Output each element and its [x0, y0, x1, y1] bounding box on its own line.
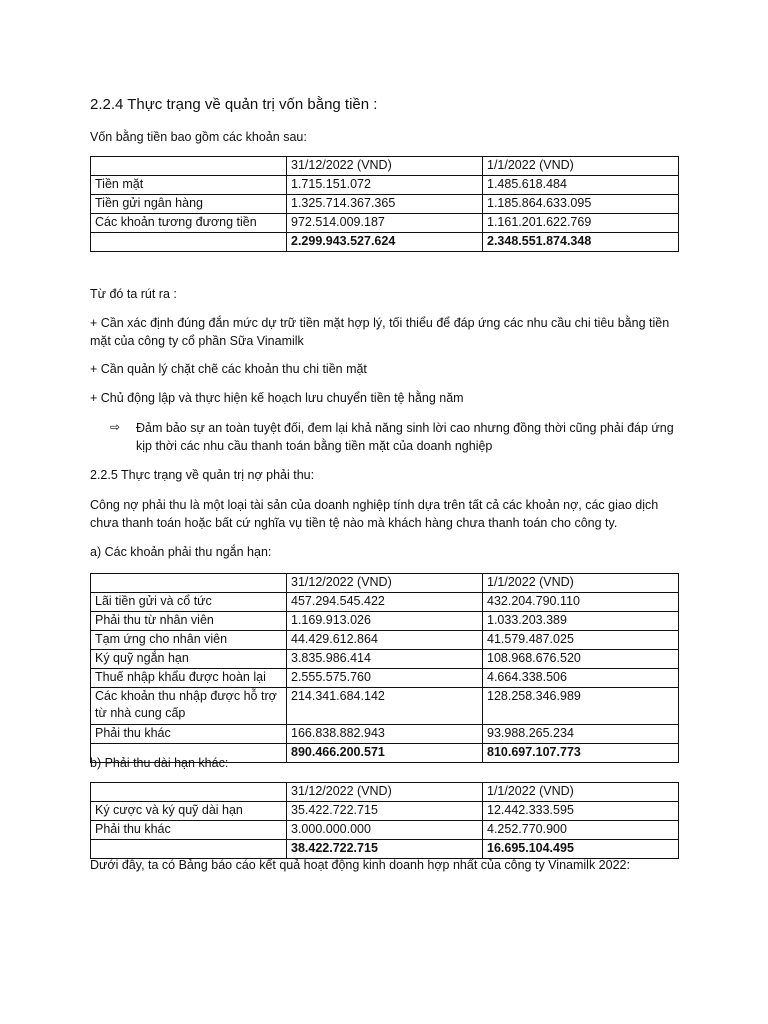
table-row — [91, 802, 679, 821]
table-cell: 1.161.201.622.769 — [483, 214, 679, 233]
table-cell: 1.169.913.026 — [287, 612, 483, 631]
long-term-title: b) Phải thu dài hạn khác: — [90, 756, 229, 770]
table-cell: Phải thu khác — [91, 821, 287, 840]
table-row — [91, 631, 679, 650]
table-cell: 4.252.770.900 — [483, 821, 679, 840]
table-cell: 41.579.487.025 — [483, 631, 679, 650]
receivables-para-line-2: chưa thanh toán hoặc bất cứ nghĩa vụ tiền tệ nào mà khách hàng chưa thanh toán cho công ty. — [90, 516, 618, 530]
table-cell — [91, 783, 287, 802]
table-cell: 1.325.714.367.365 — [287, 195, 483, 214]
table-total-cell: 2.299.943.527.624 — [287, 233, 483, 252]
arrow-right-icon: ⇨ — [110, 420, 121, 434]
short-term-title: a) Các khoản phải thu ngắn hạn: — [90, 545, 272, 559]
table-cell: Phải thu khác — [91, 725, 287, 744]
table-header-cell: 31/12/2022 (VND) — [287, 157, 483, 176]
table-cell — [91, 233, 287, 252]
table-cell: Tiền mặt — [91, 176, 287, 195]
table-header-cell: 31/12/2022 (VND) — [287, 783, 483, 802]
short-term-receivables-table — [90, 573, 679, 763]
table-row — [91, 612, 679, 631]
long-term-receivables-table — [90, 782, 679, 859]
table-row — [91, 725, 679, 744]
table-cell: 35.422.722.715 — [287, 802, 483, 821]
table-total-cell: 890.466.200.571 — [287, 744, 483, 763]
table-cell: 214.341.684.142 — [287, 688, 483, 725]
table-header-cell: 31/12/2022 (VND) — [287, 574, 483, 593]
table-cell: 432.204.790.110 — [483, 593, 679, 612]
table-header-row — [91, 574, 679, 593]
table-cell: 108.968.676.520 — [483, 650, 679, 669]
conclusion-title: Từ đó ta rút ra : — [90, 287, 177, 301]
table-total-row — [91, 233, 679, 252]
table-cell: Các khoản tương đương tiền — [91, 214, 287, 233]
table-cell: Ký quỹ ngắn hạn — [91, 650, 287, 669]
table-cell: 4.664.338.506 — [483, 669, 679, 688]
receivables-para-line-1: Công nợ phải thu là một loại tài sản của doanh nghiệp tính dựa trên tất cả các khoản nợ, các giao dịch — [90, 498, 659, 512]
table-total-cell: 810.697.107.773 — [483, 744, 679, 763]
table-cell: 457.294.545.422 — [287, 593, 483, 612]
table-cell — [91, 574, 287, 593]
table-row — [91, 650, 679, 669]
table-row — [91, 195, 679, 214]
table-cell: Phải thu từ nhân viên — [91, 612, 287, 631]
table-cell: Ký cược và ký quỹ dài hạn — [91, 802, 287, 821]
section-heading-2-2-4: 2.2.4 Thực trạng về quản trị vốn bằng tiền : — [90, 96, 378, 113]
table-cell: 1.485.618.484 — [483, 176, 679, 195]
table-cell: Tạm ứng cho nhân viên — [91, 631, 287, 650]
bullet-1-line-2: mặt của công ty cổ phần Sữa Vinamilk — [90, 334, 304, 348]
table-cell: 166.838.882.943 — [287, 725, 483, 744]
cash-intro-text: Vốn bằng tiền bao gồm các khoản sau: — [90, 130, 307, 144]
table-total-row — [91, 840, 679, 859]
table-total-cell: 2.348.551.874.348 — [483, 233, 679, 252]
table-cell: Tiền gửi ngân hàng — [91, 195, 287, 214]
table-cell: 44.429.612.864 — [287, 631, 483, 650]
table-header-row — [91, 783, 679, 802]
table-cell: 1.715.151.072 — [287, 176, 483, 195]
table-row — [91, 669, 679, 688]
arrow-point-line-2: kịp thời các nhu cầu thanh toán bằng tiền mặt của doanh nghiệp — [136, 439, 493, 453]
table-cell — [91, 157, 287, 176]
table-cell: 3.835.986.414 — [287, 650, 483, 669]
table-cell: Thuế nhập khẩu được hoàn lại — [91, 669, 287, 688]
table-header-cell: 1/1/2022 (VND) — [483, 574, 679, 593]
table-row — [91, 593, 679, 612]
table-total-cell: 38.422.722.715 — [287, 840, 483, 859]
table-row — [91, 176, 679, 195]
section-heading-2-2-5: 2.2.5 Thực trạng về quản trị nợ phải thu: — [90, 468, 315, 482]
table-cell: 93.988.265.234 — [483, 725, 679, 744]
cash-table — [90, 156, 679, 252]
table-row — [91, 214, 679, 233]
bullet-2: + Cần quản lý chặt chẽ các khoản thu chi tiền mặt — [90, 362, 367, 376]
table-cell: 128.258.346.989 — [483, 688, 679, 725]
bullet-3: + Chủ động lập và thực hiện kế hoạch lưu chuyển tiền tệ hằng năm — [90, 391, 464, 405]
table-cell: Lãi tiền gửi và cổ tức — [91, 593, 287, 612]
table-cell: 1.033.203.389 — [483, 612, 679, 631]
table-cell — [91, 840, 287, 859]
table-row — [91, 688, 679, 725]
table-header-row — [91, 157, 679, 176]
bullet-1-line-1: + Cần xác định đúng đắn mức dự trữ tiền mặt hợp lý, tối thiểu để đáp ứng các nhu cầu chi tiêu bằng tiền — [90, 316, 670, 330]
table-total-cell: 16.695.104.495 — [483, 840, 679, 859]
table-row — [91, 821, 679, 840]
arrow-point-line-1: Đảm bảo sự an toàn tuyệt đối, đem lại khả năng sinh lời cao nhưng đồng thời cũng phải đáp ứng — [136, 421, 674, 435]
table-cell: 3.000.000.000 — [287, 821, 483, 840]
table-header-cell: 1/1/2022 (VND) — [483, 157, 679, 176]
table-cell: 2.555.575.760 — [287, 669, 483, 688]
table-cell: 972.514.009.187 — [287, 214, 483, 233]
table-header-cell: 1/1/2022 (VND) — [483, 783, 679, 802]
table-cell: 12.442.333.595 — [483, 802, 679, 821]
table-cell: 1.185.864.633.095 — [483, 195, 679, 214]
table-cell: Các khoản thu nhập được hỗ trợ từ nhà cung cấp — [91, 688, 287, 725]
closing-text: Dưới đây, ta có Bảng báo cáo kết quả hoạt động kinh doanh hợp nhất của công ty Vinamilk 2022: — [90, 858, 630, 872]
